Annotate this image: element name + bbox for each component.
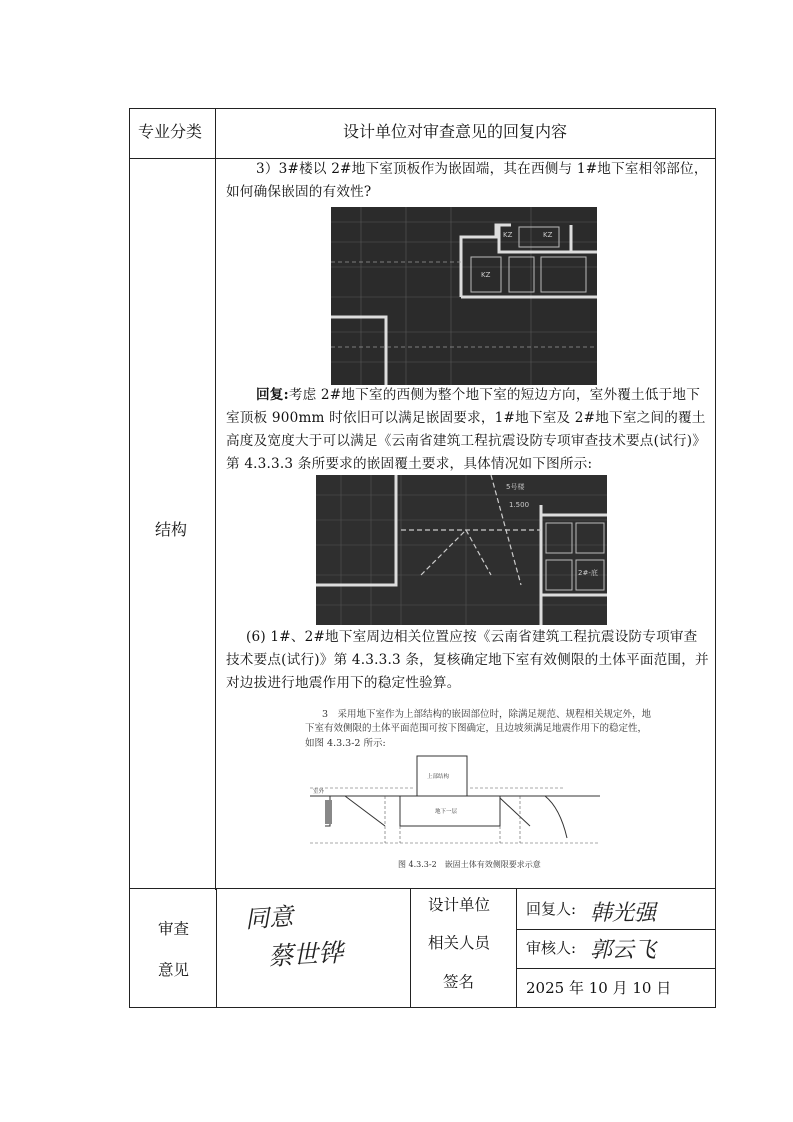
diagram-label-base: 地下一层 xyxy=(435,809,458,815)
excerpt-line-3: 如图 4.3.3-2 所示: xyxy=(305,738,386,749)
footer-col-divider-2 xyxy=(410,888,411,1008)
header-category-label: 专业分类 xyxy=(138,122,203,141)
reply-text: 考虑 2#地下室的西侧为整个地下室的短边方向，室外覆土低于地下室顶板 900mm 时依旧可以满足嵌固要求，1#地下室及 2#地下室之间的覆土高度及宽度大于可以满足《云南省建筑工程抗震设防专项审查技术要点(试行)》第 4.3.3.3 条所要求的嵌固覆土要求，具体情况如下图所示: xyxy=(226,387,706,472)
unit-label-3: 签名 xyxy=(443,973,475,991)
reviewer-signature: 郭云飞 xyxy=(590,938,657,963)
footer-row-divider-2 xyxy=(516,968,716,969)
replier-signature: 韩光强 xyxy=(590,901,657,926)
category-column-divider xyxy=(215,108,216,890)
site-section-image-2 xyxy=(316,475,607,625)
image2-label: 2#-底 xyxy=(578,569,598,577)
review-label-2: 意见 xyxy=(158,961,190,979)
review-label-1: 审查 xyxy=(158,920,190,938)
reviewer-label: 审核人: xyxy=(526,939,577,957)
image2-label: 5号楼 xyxy=(506,483,525,491)
image1-label: KZ xyxy=(503,231,513,239)
reply-label: 回复: xyxy=(256,387,289,403)
reply-paragraph xyxy=(226,384,710,476)
footer-col-divider-1 xyxy=(216,888,217,1008)
unit-label-2: 相关人员 xyxy=(428,934,491,952)
header-reply-title: 设计单位对审查意见的回复内容 xyxy=(343,122,568,141)
footer-row-divider-1 xyxy=(516,929,716,930)
diagram-label-left: 室外 xyxy=(313,789,325,795)
question-6-text: (6) 1#、2#地下室周边相关位置应按《云南省建筑工程抗震设防专项审查技术要点(试行)》第 4.3.3.3 条，复核确定地下室有效侧限的土体平面范围，并对边拔进行地震作用下的稳定性验算。 xyxy=(226,629,709,691)
image1-label: KZ xyxy=(481,271,491,279)
embedment-diagram xyxy=(305,748,605,853)
image2-label: 1.500 xyxy=(509,501,530,509)
category-value: 结构 xyxy=(155,520,188,539)
review-opinion-signature: 同意 xyxy=(244,902,295,934)
excerpt-line-1: 3 采用地下室作为上部结构的嵌固部位时，除满足规范、规程相关规定外，地 xyxy=(322,709,652,720)
figure-caption: 图 4.3.3-2 嵌固土体有效侧限要求示意 xyxy=(398,860,541,869)
reply-date: 2025 年 10 月 10 日 xyxy=(526,979,672,997)
footer-col-divider-3 xyxy=(516,888,517,1008)
diagram-label-top: 上部结构 xyxy=(427,774,450,780)
question-3-text: 3）3#楼以 2#地下室顶板作为嵌固端，其在西侧与 1#地下室相邻部位，如何确保嵌固的有效性? xyxy=(226,161,708,200)
floor-plan-image-1 xyxy=(331,207,597,385)
unit-label-1: 设计单位 xyxy=(428,896,491,914)
replier-label: 回复人: xyxy=(526,900,577,918)
reviewer-name-signature: 蔡世铧 xyxy=(267,938,344,971)
image1-label: KZ xyxy=(543,231,553,239)
excerpt-line-2: 下室有效侧限的土体平面范围可按下图确定，且边坡须满足地震作用下的稳定性， xyxy=(305,723,648,734)
